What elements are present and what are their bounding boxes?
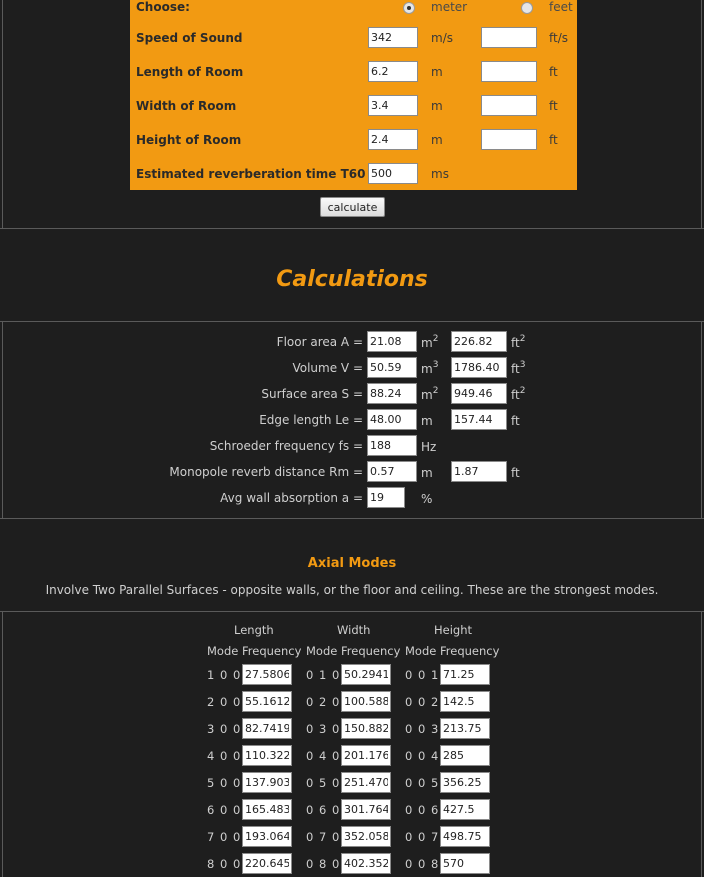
length-mode-index: 7 0 0 — [207, 830, 242, 844]
width-mode-header: Mode — [306, 644, 338, 658]
width-mode-frequency[interactable] — [341, 745, 391, 766]
length-mode-frequency[interactable] — [242, 664, 292, 685]
length-of-room-label: Length of Room — [136, 65, 244, 79]
calculations-title: Calculations — [276, 267, 428, 292]
reverb-distance-unit: m — [421, 466, 433, 480]
edge-length-value[interactable] — [367, 409, 417, 430]
volume-feet-unit: $ft^3$ — [511, 360, 526, 376]
speed-of-sound-unit: m/s — [431, 31, 453, 45]
length-mode-frequency[interactable] — [242, 826, 292, 847]
width-mode-index: 0 1 0 — [306, 668, 341, 682]
width-frequency-header: Frequency — [341, 644, 401, 658]
width-group-header: Width — [337, 623, 371, 637]
length-mode-index: 8 0 0 — [207, 857, 242, 871]
length-of-room-unit: m — [431, 65, 443, 79]
width-of-room-label: Width of Room — [136, 99, 237, 113]
width-of-room-feet-input[interactable] — [481, 95, 537, 116]
length-mode-frequency[interactable] — [242, 745, 292, 766]
divider — [0, 518, 704, 519]
floor-area-feet-value[interactable] — [451, 331, 507, 352]
volume-label: Volume V = — [292, 361, 363, 375]
height-mode-index: 0 0 3 — [405, 722, 440, 736]
length-group-header: Length — [234, 623, 274, 637]
width-mode-index: 0 2 0 — [306, 695, 341, 709]
height-of-room-feet-unit: ft — [549, 133, 558, 147]
height-mode-index: 0 0 1 — [405, 668, 440, 682]
height-group-header: Height — [434, 623, 473, 637]
height-mode-frequency[interactable] — [440, 745, 490, 766]
length-mode-header: Mode — [207, 644, 239, 658]
length-mode-frequency[interactable] — [242, 772, 292, 793]
length-of-room-feet-input[interactable] — [481, 61, 537, 82]
length-mode-index: 1 0 0 — [207, 668, 242, 682]
length-mode-frequency[interactable] — [242, 718, 292, 739]
edge-length-feet-unit: ft — [511, 414, 520, 428]
meter-radio[interactable] — [403, 2, 415, 14]
calculate-button[interactable]: calculate — [320, 197, 385, 217]
width-mode-frequency[interactable] — [341, 691, 391, 712]
surface-area-feet-value[interactable] — [451, 383, 507, 404]
width-of-room-unit: m — [431, 99, 443, 113]
t60-unit: ms — [431, 167, 449, 181]
length-mode-frequency[interactable] — [242, 853, 292, 874]
floor-area-label: Floor area A = — [276, 335, 363, 349]
meter-radio-label: meter — [431, 0, 468, 14]
reverb-distance-feet-unit: ft — [511, 466, 520, 480]
width-mode-index: 0 7 0 — [306, 830, 341, 844]
height-mode-index: 0 0 8 — [405, 857, 440, 871]
edge-length-unit: m — [421, 414, 433, 428]
wall-absorption-value[interactable] — [367, 487, 405, 508]
height-frequency-header: Frequency — [440, 644, 500, 658]
speed-of-sound-feet-input[interactable] — [481, 27, 537, 48]
t60-label: Estimated reverberation time T60 — [136, 167, 366, 181]
edge-length-feet-value[interactable] — [451, 409, 507, 430]
length-mode-index: 6 0 0 — [207, 803, 242, 817]
volume-feet-value[interactable] — [451, 357, 507, 378]
length-mode-index: 2 0 0 — [207, 695, 242, 709]
volume-value[interactable] — [367, 357, 417, 378]
width-mode-index: 0 3 0 — [306, 722, 341, 736]
edge-length-label: Edge length Le = — [259, 413, 363, 427]
choose-label: Choose: — [136, 0, 190, 14]
axial-modes-description: Involve Two Parallel Surfaces - opposite walls, or the floor and ceiling. These are the strongest modes. — [45, 583, 659, 597]
feet-radio[interactable] — [521, 2, 533, 14]
width-mode-index: 0 6 0 — [306, 803, 341, 817]
speed-of-sound-input[interactable] — [368, 27, 418, 48]
height-of-room-unit: m — [431, 133, 443, 147]
height-mode-index: 0 0 6 — [405, 803, 440, 817]
height-mode-frequency[interactable] — [440, 718, 490, 739]
height-mode-index: 0 0 5 — [405, 776, 440, 790]
width-mode-frequency[interactable] — [341, 718, 391, 739]
height-mode-frequency[interactable] — [440, 772, 490, 793]
length-mode-index: 3 0 0 — [207, 722, 242, 736]
surface-area-feet-unit: $ft^2$ — [511, 386, 526, 402]
wall-absorption-unit: % — [421, 492, 433, 506]
height-of-room-input[interactable] — [368, 129, 418, 150]
length-of-room-feet-unit: ft — [549, 65, 558, 79]
height-mode-frequency[interactable] — [440, 826, 490, 847]
schroeder-frequency-label: Schroeder frequency fs = — [209, 439, 363, 453]
height-mode-index: 0 0 2 — [405, 695, 440, 709]
t60-input[interactable] — [368, 163, 418, 184]
width-mode-index: 0 4 0 — [306, 749, 341, 763]
height-mode-frequency[interactable] — [440, 853, 490, 874]
height-mode-frequency[interactable] — [440, 691, 490, 712]
schroeder-frequency-value[interactable] — [367, 435, 417, 456]
floor-area-unit: $m^2$ — [421, 334, 439, 350]
width-mode-index: 0 5 0 — [306, 776, 341, 790]
length-frequency-header: Frequency — [242, 644, 302, 658]
wall-absorption-label: Avg wall absorption a = — [220, 491, 363, 505]
divider — [0, 228, 704, 229]
width-mode-frequency[interactable] — [341, 772, 391, 793]
reverb-distance-feet-value[interactable] — [451, 461, 507, 482]
width-mode-frequency[interactable] — [341, 826, 391, 847]
width-mode-index: 0 8 0 — [306, 857, 341, 871]
surface-area-label: Surface area S = — [261, 387, 363, 401]
floor-area-feet-unit: $ft^2$ — [511, 334, 526, 350]
height-mode-frequency[interactable] — [440, 799, 490, 820]
height-mode-index: 0 0 7 — [405, 830, 440, 844]
width-mode-frequency[interactable] — [341, 664, 391, 685]
height-mode-frequency[interactable] — [440, 664, 490, 685]
length-mode-frequency[interactable] — [242, 691, 292, 712]
width-of-room-input[interactable] — [368, 95, 418, 116]
reverb-distance-value[interactable] — [367, 461, 417, 482]
height-mode-header: Mode — [405, 644, 437, 658]
width-mode-frequency[interactable] — [341, 853, 391, 874]
schroeder-frequency-unit: Hz — [421, 440, 437, 454]
height-of-room-feet-input[interactable] — [481, 129, 537, 150]
width-of-room-feet-unit: ft — [549, 99, 558, 113]
length-of-room-input[interactable] — [368, 61, 418, 82]
height-mode-index: 0 0 4 — [405, 749, 440, 763]
axial-modes-title: Axial Modes — [307, 556, 397, 571]
volume-unit: $m^3$ — [421, 360, 439, 376]
length-mode-index: 5 0 0 — [207, 776, 242, 790]
height-of-room-label: Height of Room — [136, 133, 242, 147]
speed-of-sound-label: Speed of Sound — [136, 31, 243, 45]
reverb-distance-label: Monopole reverb distance Rm = — [169, 465, 363, 479]
length-mode-frequency[interactable] — [242, 799, 292, 820]
width-mode-frequency[interactable] — [341, 799, 391, 820]
speed-of-sound-feet-unit: ft/s — [549, 31, 569, 45]
surface-area-value[interactable] — [367, 383, 417, 404]
length-mode-index: 4 0 0 — [207, 749, 242, 763]
room-input-panel — [130, 0, 577, 190]
feet-radio-label: feet — [549, 0, 573, 14]
surface-area-unit: $m^2$ — [421, 386, 439, 402]
floor-area-value[interactable] — [367, 331, 417, 352]
